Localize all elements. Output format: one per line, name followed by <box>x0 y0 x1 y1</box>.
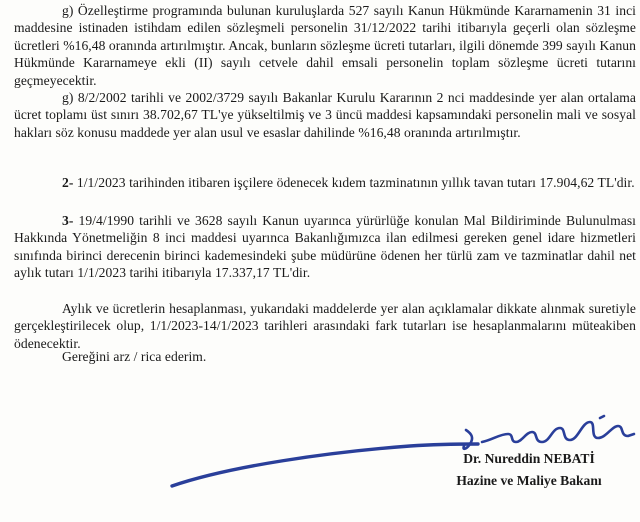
signatory-title: Hazine ve Maliye Bakanı <box>456 473 602 488</box>
item-3-number: 3- <box>62 213 74 228</box>
paragraph-g-council-decision: g) 8/2/2002 tarihli ve 2002/3729 sayılı Bakanlar Kurulu Kararının 2 nci maddesinde yer alan ortalama ücret toplamı üst sınırı 38.702,67 TL'ye yükseltilmiş ve 3 üncü maddesi kapsamındaki personelin mali ve sosyal hakları söz konusu maddede yer alan usul ve esaslar dahilinde %16,48 oranında artırılmıştır. <box>14 90 636 140</box>
signature-cursive-stroke <box>482 422 634 442</box>
paragraph-item-2 <box>14 174 636 191</box>
paragraph-g-privatization: g) Özelleştirme programında bulunan kuruluşlarda 527 sayılı Kanun Hükmünde Kararnamenin 31 inci maddesine istinaden istihdam edilen sözleşmeli personelin 31/12/2022 tarihi itibarıyla geçerli olan sözleşme ücretleri %16,48 oranında artırılmıştır. Ancak, bunların sözleşme ücreti tutarları, ilgili dönemde 399 sayılı Kanun Hükmünde Kararnameye ekli (II) sayılı cetvele dahil emsali personelin toplam sözleşme ücreti tutarını geçmeyecektir. <box>14 3 636 88</box>
item-2-number: 2- <box>62 175 74 190</box>
signatory-name: Dr. Nureddin NEBATİ <box>463 451 595 466</box>
paragraph-calculation: Aylık ve ücretlerin hesaplanması, yukarıdaki maddelerde yer alan açıklamalar dikkate alınmak suretiyle gerçekleştirilecek olup, 1/1/2023-14/1/2023 tarihleri arasındaki fark tutarları ise hesaplanmalarını müteakiben ödenecektir. <box>14 301 636 351</box>
closing-line: Gereğini arz / rica ederim. <box>62 349 207 364</box>
signature-initial-stroke <box>463 430 472 449</box>
item-2-text: 1/1/2023 tarihinden itibaren işçilere ödenecek kıdem tazminatının yıllık tavan tutarı 17.904,62 TL'dir. <box>73 175 635 190</box>
paragraph-item-3 <box>14 212 636 282</box>
signature-dot-stroke <box>600 416 604 418</box>
item-3-text: 19/4/1990 tarihli ve 3628 sayılı Kanun uyarınca yürürlüğe konulan Mal Bildiriminde Bulunulması Hakkında Yönetmeliğin 8 inci maddesi uyarınca Bakanlığımızca ilan edilmesi gereken genel idare hizmetleri sınıfında birinci derecenin birinci kademesindeki şube müdürüne ödenen her türlü zam ve tazminatlar dahil net aylık tutarı 1/1/2023 tarihi itibarıyla 17.337,17 TL'dir. <box>14 213 636 281</box>
